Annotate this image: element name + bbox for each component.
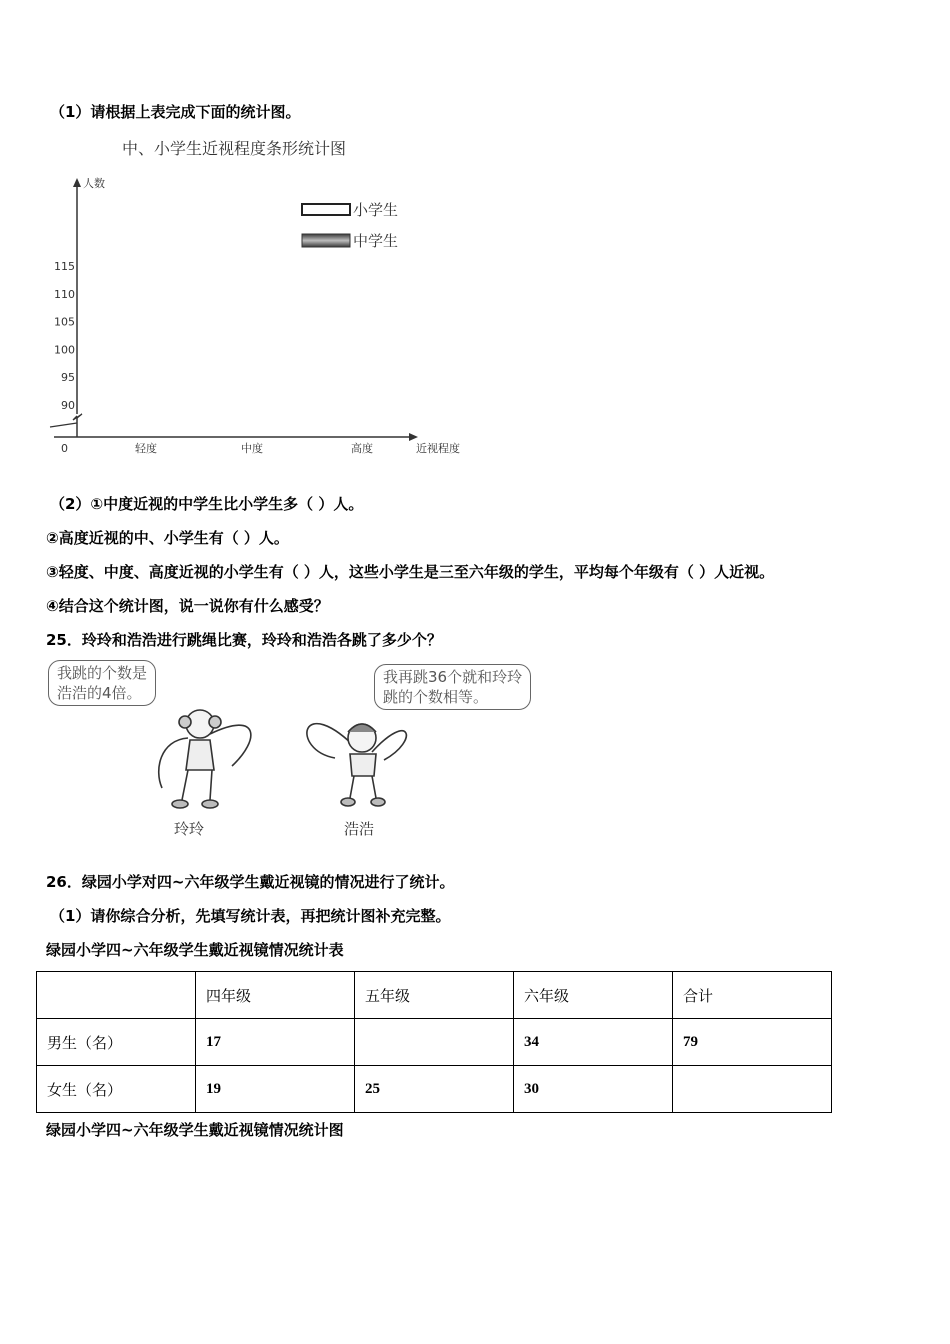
table-cell: 79 [673, 1019, 832, 1066]
table-cell-blank [355, 1019, 514, 1066]
y-axis-arrow [73, 178, 81, 187]
q24-part1-text: （1）请根据上表完成下面的统计图。 [50, 103, 301, 121]
x-axis-arrow [409, 433, 418, 441]
name-haohao: 浩浩 [344, 820, 375, 838]
axis-break-line [50, 423, 77, 427]
legend-swatch-middle [302, 234, 350, 247]
y-tick-label: 110 [54, 287, 75, 301]
x-tick-label: 中度 [241, 442, 263, 455]
chart-title: 中、小学生近视程度条形统计图 [122, 139, 347, 158]
y-tick-label: 115 [54, 260, 75, 273]
table-title: 绿园小学四~六年级学生戴近视镜情况统计表 [46, 941, 344, 959]
table-row [37, 1019, 832, 1066]
x-tick-label: 高度 [351, 442, 373, 455]
table-header-row [37, 972, 832, 1019]
q24-part2b-text: ②高度近视的中、小学生有（ ）人。 [46, 529, 289, 547]
table-row [37, 1066, 832, 1113]
haohao-figure [307, 724, 406, 806]
table-header: 四年级 [196, 972, 355, 1019]
table-header: 合计 [673, 972, 832, 1019]
q25-text: 25．玲玲和浩浩进行跳绳比赛，玲玲和浩浩各跳了多少个？ [46, 631, 442, 649]
y-tick-label: 105 [54, 315, 75, 329]
q24-part2-text: （2）①中度近视的中学生比小学生多（ ）人。 [50, 495, 364, 513]
y-tick-label: 90 [61, 399, 75, 412]
table-cell-blank [673, 1066, 832, 1113]
y-tick-label: 95 [61, 371, 75, 385]
y-tick-label: 0 [61, 442, 68, 455]
bar-chart [40, 168, 480, 460]
legend-swatch-primary [302, 204, 350, 215]
name-lingling: 玲玲 [174, 820, 205, 838]
table-cell: 34 [514, 1019, 673, 1066]
q26-text: 26．绿园小学对四~六年级学生戴近视镜的情况进行了统计。 [46, 873, 455, 891]
row-label: 男生（名） [37, 1019, 196, 1066]
table-cell: 25 [355, 1066, 514, 1113]
q26-part1-text: （1）请你综合分析，先填写统计表，再把统计图补充完整。 [50, 907, 451, 925]
table-header: 六年级 [514, 972, 673, 1019]
table-cell: 19 [196, 1066, 355, 1113]
table-cell [37, 972, 196, 1019]
chart-title-2: 绿园小学四~六年级学生戴近视镜情况统计图 [46, 1121, 344, 1139]
q24-part2c-text: ③轻度、中度、高度近视的小学生有（ ）人，这些小学生是三至六年级的学生，平均每个年级有（ ）人近视。 [46, 563, 775, 581]
legend-label-primary: 小学生 [353, 201, 399, 219]
q24-part2d-text: ④结合这个统计图，说一说你有什么感受？ [46, 597, 329, 615]
speech-bubble-lingling: 我跳的个数是 浩浩的4倍。 [48, 660, 156, 706]
x-axis-label: 近视程度 [416, 442, 460, 455]
legend-label-middle: 中学生 [353, 232, 399, 250]
y-axis-label: 人数 [83, 177, 105, 190]
table-cell: 17 [196, 1019, 355, 1066]
lingling-figure [159, 710, 251, 808]
row-label: 女生（名） [37, 1066, 196, 1113]
table-header: 五年级 [355, 972, 514, 1019]
table-cell: 30 [514, 1066, 673, 1113]
stats-table [36, 971, 832, 1113]
y-tick-label: 100 [54, 343, 75, 357]
speech-bubble-haohao: 我再跳36个就和玲玲 跳的个数相等。 [374, 664, 531, 710]
x-tick-label: 轻度 [135, 442, 157, 455]
jump-rope-illustration [140, 700, 420, 818]
